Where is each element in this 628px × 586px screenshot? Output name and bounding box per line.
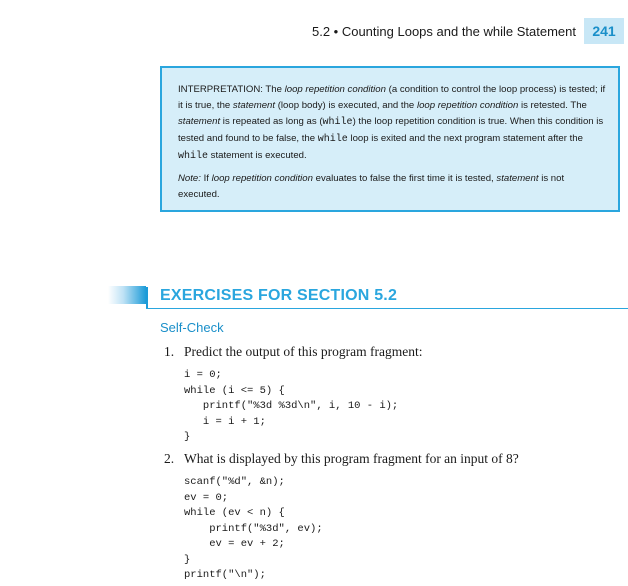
question-2 — [164, 451, 519, 467]
text-run: loop repetition condition — [211, 173, 313, 184]
exercises-heading: EXERCISES FOR SECTION 5.2 — [160, 287, 398, 304]
question-1-text: Predict the output of this program fragment: — [184, 344, 423, 359]
running-header — [0, 18, 628, 44]
question-2-number: 2. — [164, 451, 175, 466]
text-run: loop repetition condition — [284, 84, 386, 95]
note-paragraph — [178, 171, 606, 203]
text-run: If — [200, 173, 212, 184]
question-1-number: 1. — [164, 344, 175, 359]
text-run: while — [317, 134, 348, 145]
section-marker-rule — [146, 287, 148, 309]
text-run: (loop body) is executed, and the — [275, 100, 417, 111]
interpretation-box — [160, 66, 620, 212]
self-check-heading: Self-Check — [160, 320, 224, 335]
heading-divider — [146, 308, 628, 309]
question-1 — [164, 344, 422, 360]
text-run: evaluates to false the first time it is tested, — [312, 173, 497, 184]
text-run: is repeated as long as ( — [220, 116, 323, 127]
code-block-1: i = 0; while (i <= 5) { printf("%3d %3d\n", i, 10 - i); i = i + 1; } — [184, 369, 399, 443]
text-run: (a condition to control the loop process) is tested; if it is true, the — [178, 84, 606, 111]
interpretation-paragraph — [178, 82, 606, 165]
text-run: while — [322, 117, 353, 128]
text-run: loop repetition condition — [416, 100, 519, 111]
page-number: 241 — [584, 18, 624, 44]
question-2-text: What is displayed by this program fragment for an input of 8? — [184, 451, 519, 466]
text-run: loop is exited and the next program statement after the — [347, 133, 583, 144]
section-marker-bar — [108, 286, 146, 304]
text-run: is retested. The — [518, 100, 587, 111]
text-run: statement — [232, 100, 276, 111]
text-run: statement — [496, 173, 539, 184]
code-block-2: scanf("%d", &n); ev = 0; while (ev < n) { printf("%3d", ev); ev = ev + 2; } printf("\n"); — [184, 476, 323, 581]
text-run: ) the loop repetition condition is true. When this condition is tested and found to be false, the — [178, 116, 604, 144]
section-title: 5.2 • Counting Loops and the while Statement — [311, 24, 576, 39]
text-run: INTERPRETATION: The — [178, 84, 285, 95]
text-run: while — [178, 151, 209, 162]
text-run: is not executed. — [178, 173, 565, 200]
text-run: Note: — [178, 173, 201, 184]
text-run: statement — [178, 116, 221, 127]
text-run: statement is executed. — [208, 150, 307, 161]
